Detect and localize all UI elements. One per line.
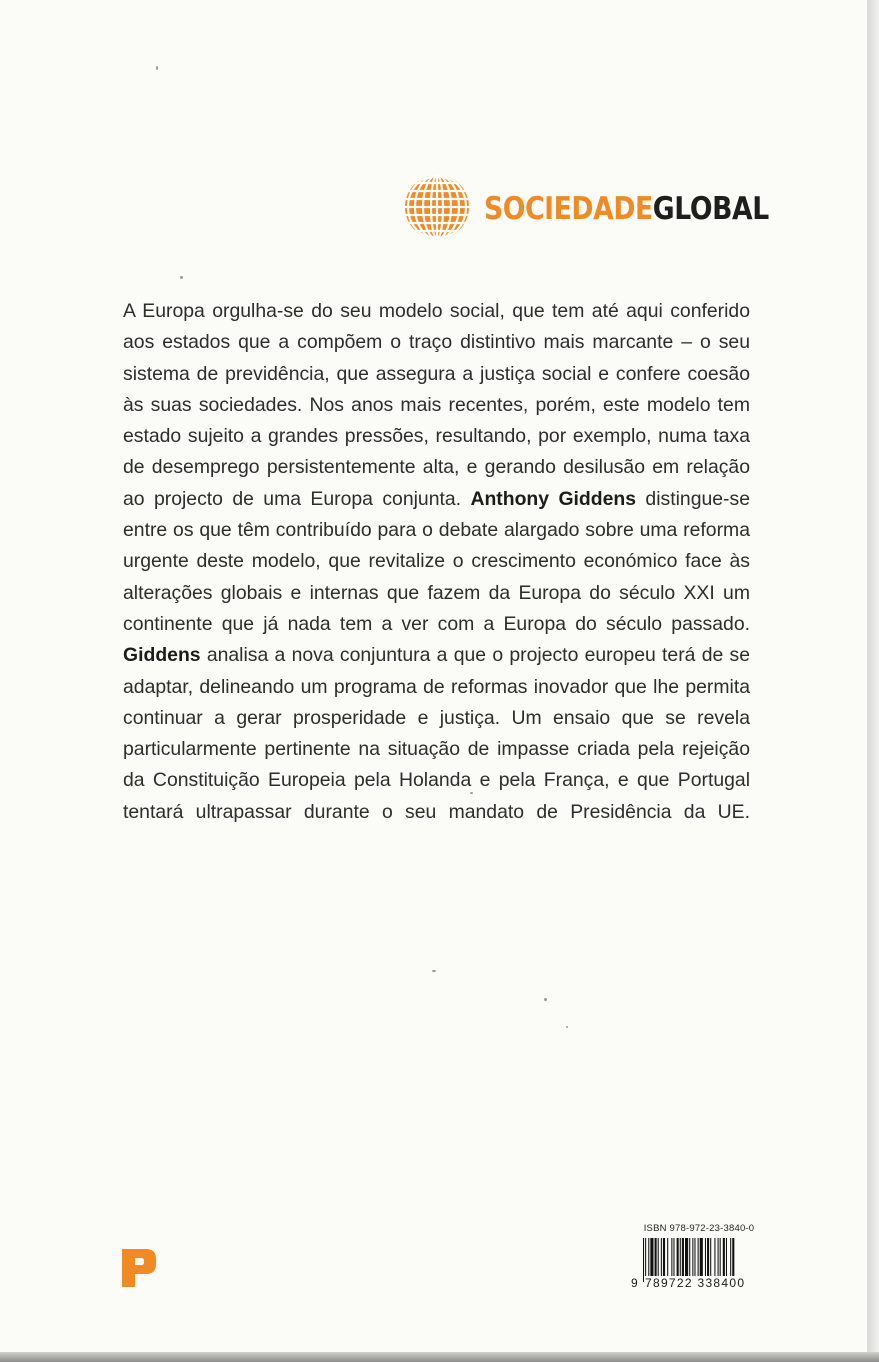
barcode-bar: [723, 1238, 725, 1276]
series-title: [484, 191, 769, 227]
blurb-line: entre os que têm contribuído para o debate alargado sobre uma reforma: [123, 519, 750, 542]
barcode-bar: [685, 1238, 688, 1276]
dust-speck: [470, 792, 473, 794]
barcode-bar: [658, 1238, 659, 1276]
blurb-paragraph: [123, 296, 750, 828]
blurb-line: ao projecto de uma Europa conjunta. Anthony Giddens distingue-se: [123, 487, 750, 510]
author-name: Anthony Giddens: [470, 487, 637, 510]
barcode-bar: [661, 1238, 662, 1276]
barcode-bar: [707, 1238, 709, 1276]
barcode: [631, 1238, 767, 1290]
barcode-bar: [694, 1238, 695, 1276]
barcode-bar: [677, 1238, 679, 1276]
barcode-bar: [650, 1238, 653, 1276]
blurb-line: Giddens analisa a nova conjuntura a que o projecto europeu terá de se: [123, 644, 750, 667]
barcode-bar: [720, 1238, 721, 1276]
dust-speck: [566, 1026, 568, 1028]
barcode-lead-digit: 9: [631, 1276, 639, 1290]
blurb-line: urgente deste modelo, que revitalize o crescimento económico face às: [123, 550, 750, 573]
dust-speck: [544, 998, 547, 1001]
publisher-logo-icon: [122, 1249, 156, 1287]
author-surname: Giddens: [123, 644, 201, 667]
dust-speck: [156, 66, 158, 70]
isbn-label: ISBN 978-972-23-3840-0: [643, 1223, 755, 1234]
barcode-bar: [730, 1238, 731, 1276]
dust-speck: [432, 970, 436, 972]
barcode-digits: [631, 1276, 767, 1290]
page-edge-bottom: [0, 1352, 879, 1362]
barcode-bar: [705, 1238, 706, 1276]
barcode-bar: [673, 1238, 674, 1276]
dust-speck: [180, 276, 183, 279]
page-edge-right: [867, 0, 879, 1362]
series-title-part1: SOCIEDADE: [484, 191, 653, 227]
barcode-bar: [714, 1238, 715, 1276]
blurb-line: A Europa orgulha-se do seu modelo social, que tem até aqui conferido: [123, 300, 750, 322]
blurb-line: adaptar, delineando um programa de reformas inovador que lhe permita: [123, 675, 750, 698]
blurb-line: estado sujeito a grandes pressões, resultando, por exemplo, numa taxa: [123, 425, 750, 448]
barcode-number: 789722 338400: [645, 1276, 746, 1290]
blurb-line: continuar a gerar prosperidade e justiça. Um ensaio que se revela: [123, 706, 750, 729]
barcode-bar: [700, 1238, 703, 1276]
barcode-bar: [682, 1238, 684, 1276]
barcode-bar: [726, 1238, 727, 1276]
blurb-line: alterações globais e internas que fazem da Europa do século XXI um: [123, 581, 750, 604]
barcode-bar: [718, 1238, 719, 1276]
barcode-bar: [710, 1238, 711, 1276]
blurb-line: às suas sociedades. Nos anos mais recentes, porém, este modelo tem: [123, 393, 750, 416]
blurb-line: sistema de previdência, que assegura a justiça social e confere coesão: [123, 362, 750, 385]
blurb-line: aos estados que a compõem o traço distintivo mais marcante – o seu: [123, 331, 750, 354]
globe-icon: [404, 174, 470, 240]
barcode-bar: [667, 1238, 668, 1276]
barcode-bar: [655, 1238, 657, 1276]
barcode-bar: [663, 1238, 665, 1276]
blurb-line: tentará ultrapassar durante o seu mandato de Presidência da UE.: [123, 800, 750, 823]
barcode-bar: [698, 1238, 699, 1276]
barcode-bar: [689, 1238, 690, 1276]
barcode-bar: [680, 1238, 681, 1276]
blurb-line: da Constituição Europeia pela Holanda e pela França, e que Portugal: [123, 769, 750, 792]
barcode-bar: [692, 1238, 693, 1276]
series-title-part2: GLOBAL: [652, 191, 769, 227]
blurb-line: particularmente pertinente na situação de impasse criada pela rejeição: [123, 738, 750, 761]
barcode-bar: [648, 1238, 649, 1276]
blurb-line: continente que já nada tem a ver com a Europa do século passado.: [123, 612, 750, 635]
series-logo: [404, 174, 769, 244]
barcode-bar: [671, 1238, 672, 1276]
isbn-block: [631, 1223, 767, 1290]
blurb-line: de desemprego persistentemente alta, e gerando desilusão em relação: [123, 456, 750, 479]
